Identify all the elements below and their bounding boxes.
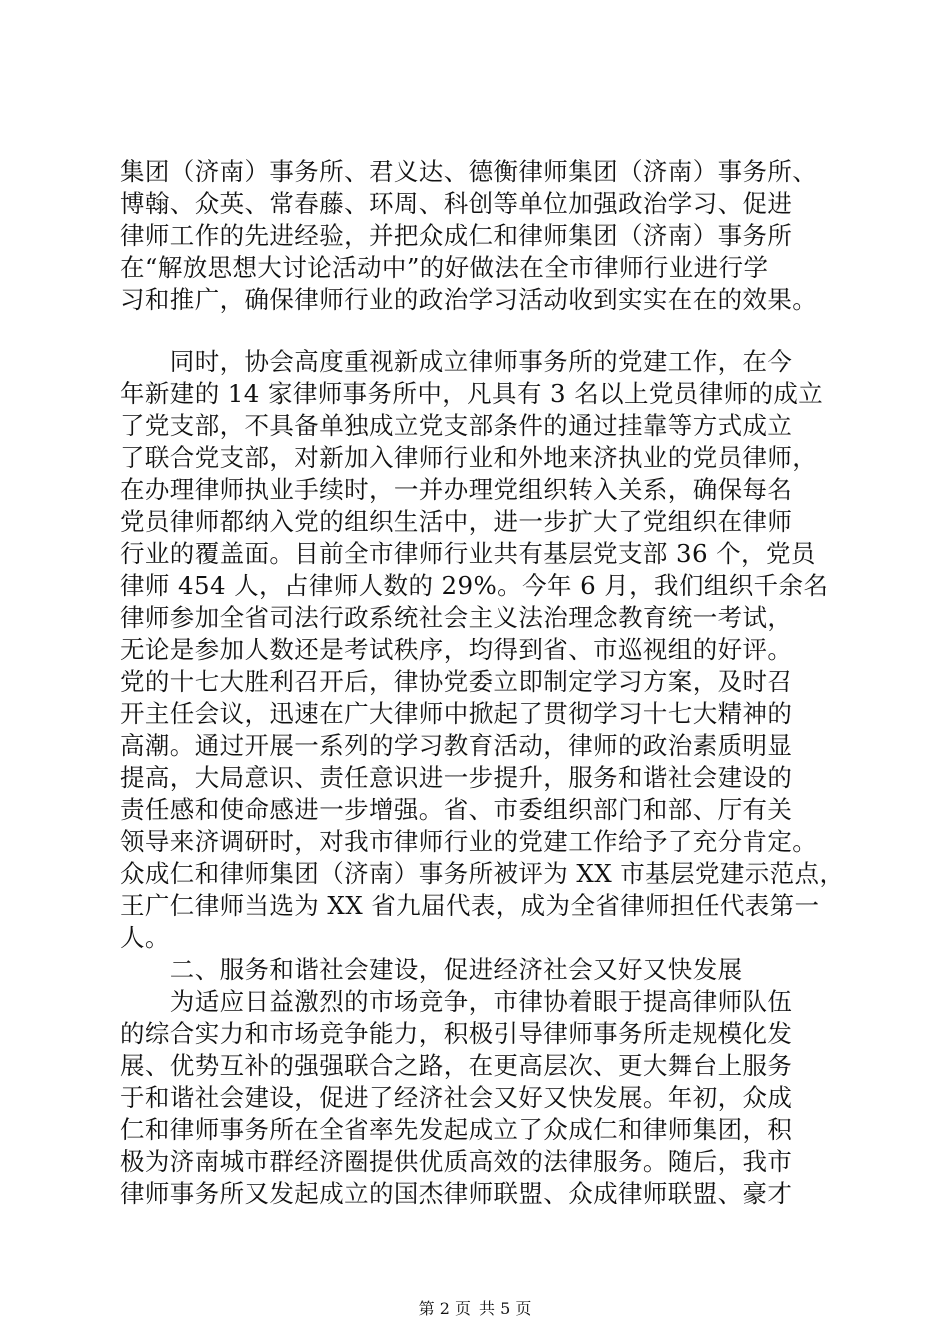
text-line: 的综合实力和市场竞争能力，积极引导律师事务所走规模化发 <box>120 1019 793 1048</box>
text-line: 仁和律师事务所在全省率先发起成立了众成仁和律师集团，积 <box>120 1115 793 1144</box>
text-line: 领导来济调研时，对我市律师行业的党建工作给予了充分肯定。 <box>120 827 818 856</box>
text-line: 同时，协会高度重视新成立律师事务所的党建工作，在今 <box>120 347 793 376</box>
text-line: 博翰、众英、常春藤、环周、科创等单位加强政治学习、促进 <box>120 189 793 218</box>
text-line: 展、优势互补的强强联合之路，在更高层次、更大舞台上服务 <box>120 1051 793 1080</box>
text-line: 了党支部，不具备单独成立党支部条件的通过挂靠等方式成立 <box>120 411 793 440</box>
section-heading: 二、服务和谐社会建设，促进经济社会又好又快发展 <box>120 955 743 984</box>
text-line: 行业的覆盖面。目前全市律师行业共有基层党支部 36 个，党员 <box>120 539 816 568</box>
text-line: 责任感和使命感进一步增强。省、市委组织部门和部、厅有关 <box>120 795 793 824</box>
text-line: 集团（济南）事务所、君义达、德衡律师集团（济南）事务所、 <box>120 157 818 186</box>
text-line: 党员律师都纳入党的组织生活中，进一步扩大了党组织在律师 <box>120 507 793 536</box>
text-line: 众成仁和律师集团（济南）事务所被评为 XX 市基层党建示范点， <box>120 859 845 888</box>
text-line: 了联合党支部，对新加入律师行业和外地来济执业的党员律师， <box>120 443 818 472</box>
text-line: 在“解放思想大讨论活动中”的好做法在全市律师行业进行学 <box>120 253 769 282</box>
paragraph-gap <box>120 316 840 346</box>
text-line: 无论是参加人数还是考试秩序，均得到省、市巡视组的好评。 <box>120 635 793 664</box>
text-line: 极为济南城市群经济圈提供优质高效的法律服务。随后，我市 <box>120 1147 793 1176</box>
text-line: 开主任会议，迅速在广大律师中掀起了贯彻学习十七大精神的 <box>120 699 793 728</box>
text-line: 于和谐社会建设，促进了经济社会又好又快发展。年初，众成 <box>120 1083 793 1112</box>
text-line: 律师事务所又发起成立的国杰律师联盟、众成律师联盟、豪才 <box>120 1179 793 1208</box>
text-line: 人。 <box>120 923 170 952</box>
text-line: 律师参加全省司法行政系统社会主义法治理念教育统一考试， <box>120 603 793 632</box>
text-line: 律师 454 人，占律师人数的 29%。今年 6 月，我们组织千余名 <box>120 571 829 600</box>
text-line: 律师工作的先进经验，并把众成仁和律师集团（济南）事务所 <box>120 221 793 250</box>
text-line: 党的十七大胜利召开后，律协党委立即制定学习方案，及时召 <box>120 667 793 696</box>
page-total: 共 5 页 <box>479 1299 532 1318</box>
text-line: 为适应日益激烈的市场竞争，市律协着眼于提高律师队伍 <box>120 987 793 1016</box>
text-line: 高潮。通过开展一系列的学习教育活动，律师的政治素质明显 <box>120 731 793 760</box>
page-footer <box>0 1298 950 1320</box>
document-body <box>120 156 845 1210</box>
text-line: 提高，大局意识、责任意识进一步提升，服务和谐社会建设的 <box>120 763 793 792</box>
text-line: 年新建的 14 家律师事务所中，凡具有 3 名以上党员律师的成立 <box>120 379 824 408</box>
text-line: 在办理律师执业手续时，一并办理党组织转入关系，确保每名 <box>120 475 793 504</box>
page-number: 第 2 页 <box>418 1299 471 1318</box>
text-line: 习和推广，确保律师行业的政治学习活动收到实实在在的效果。 <box>120 285 818 314</box>
text-line: 王广仁律师当选为 XX 省九届代表，成为全省律师担任代表第一 <box>120 891 820 920</box>
